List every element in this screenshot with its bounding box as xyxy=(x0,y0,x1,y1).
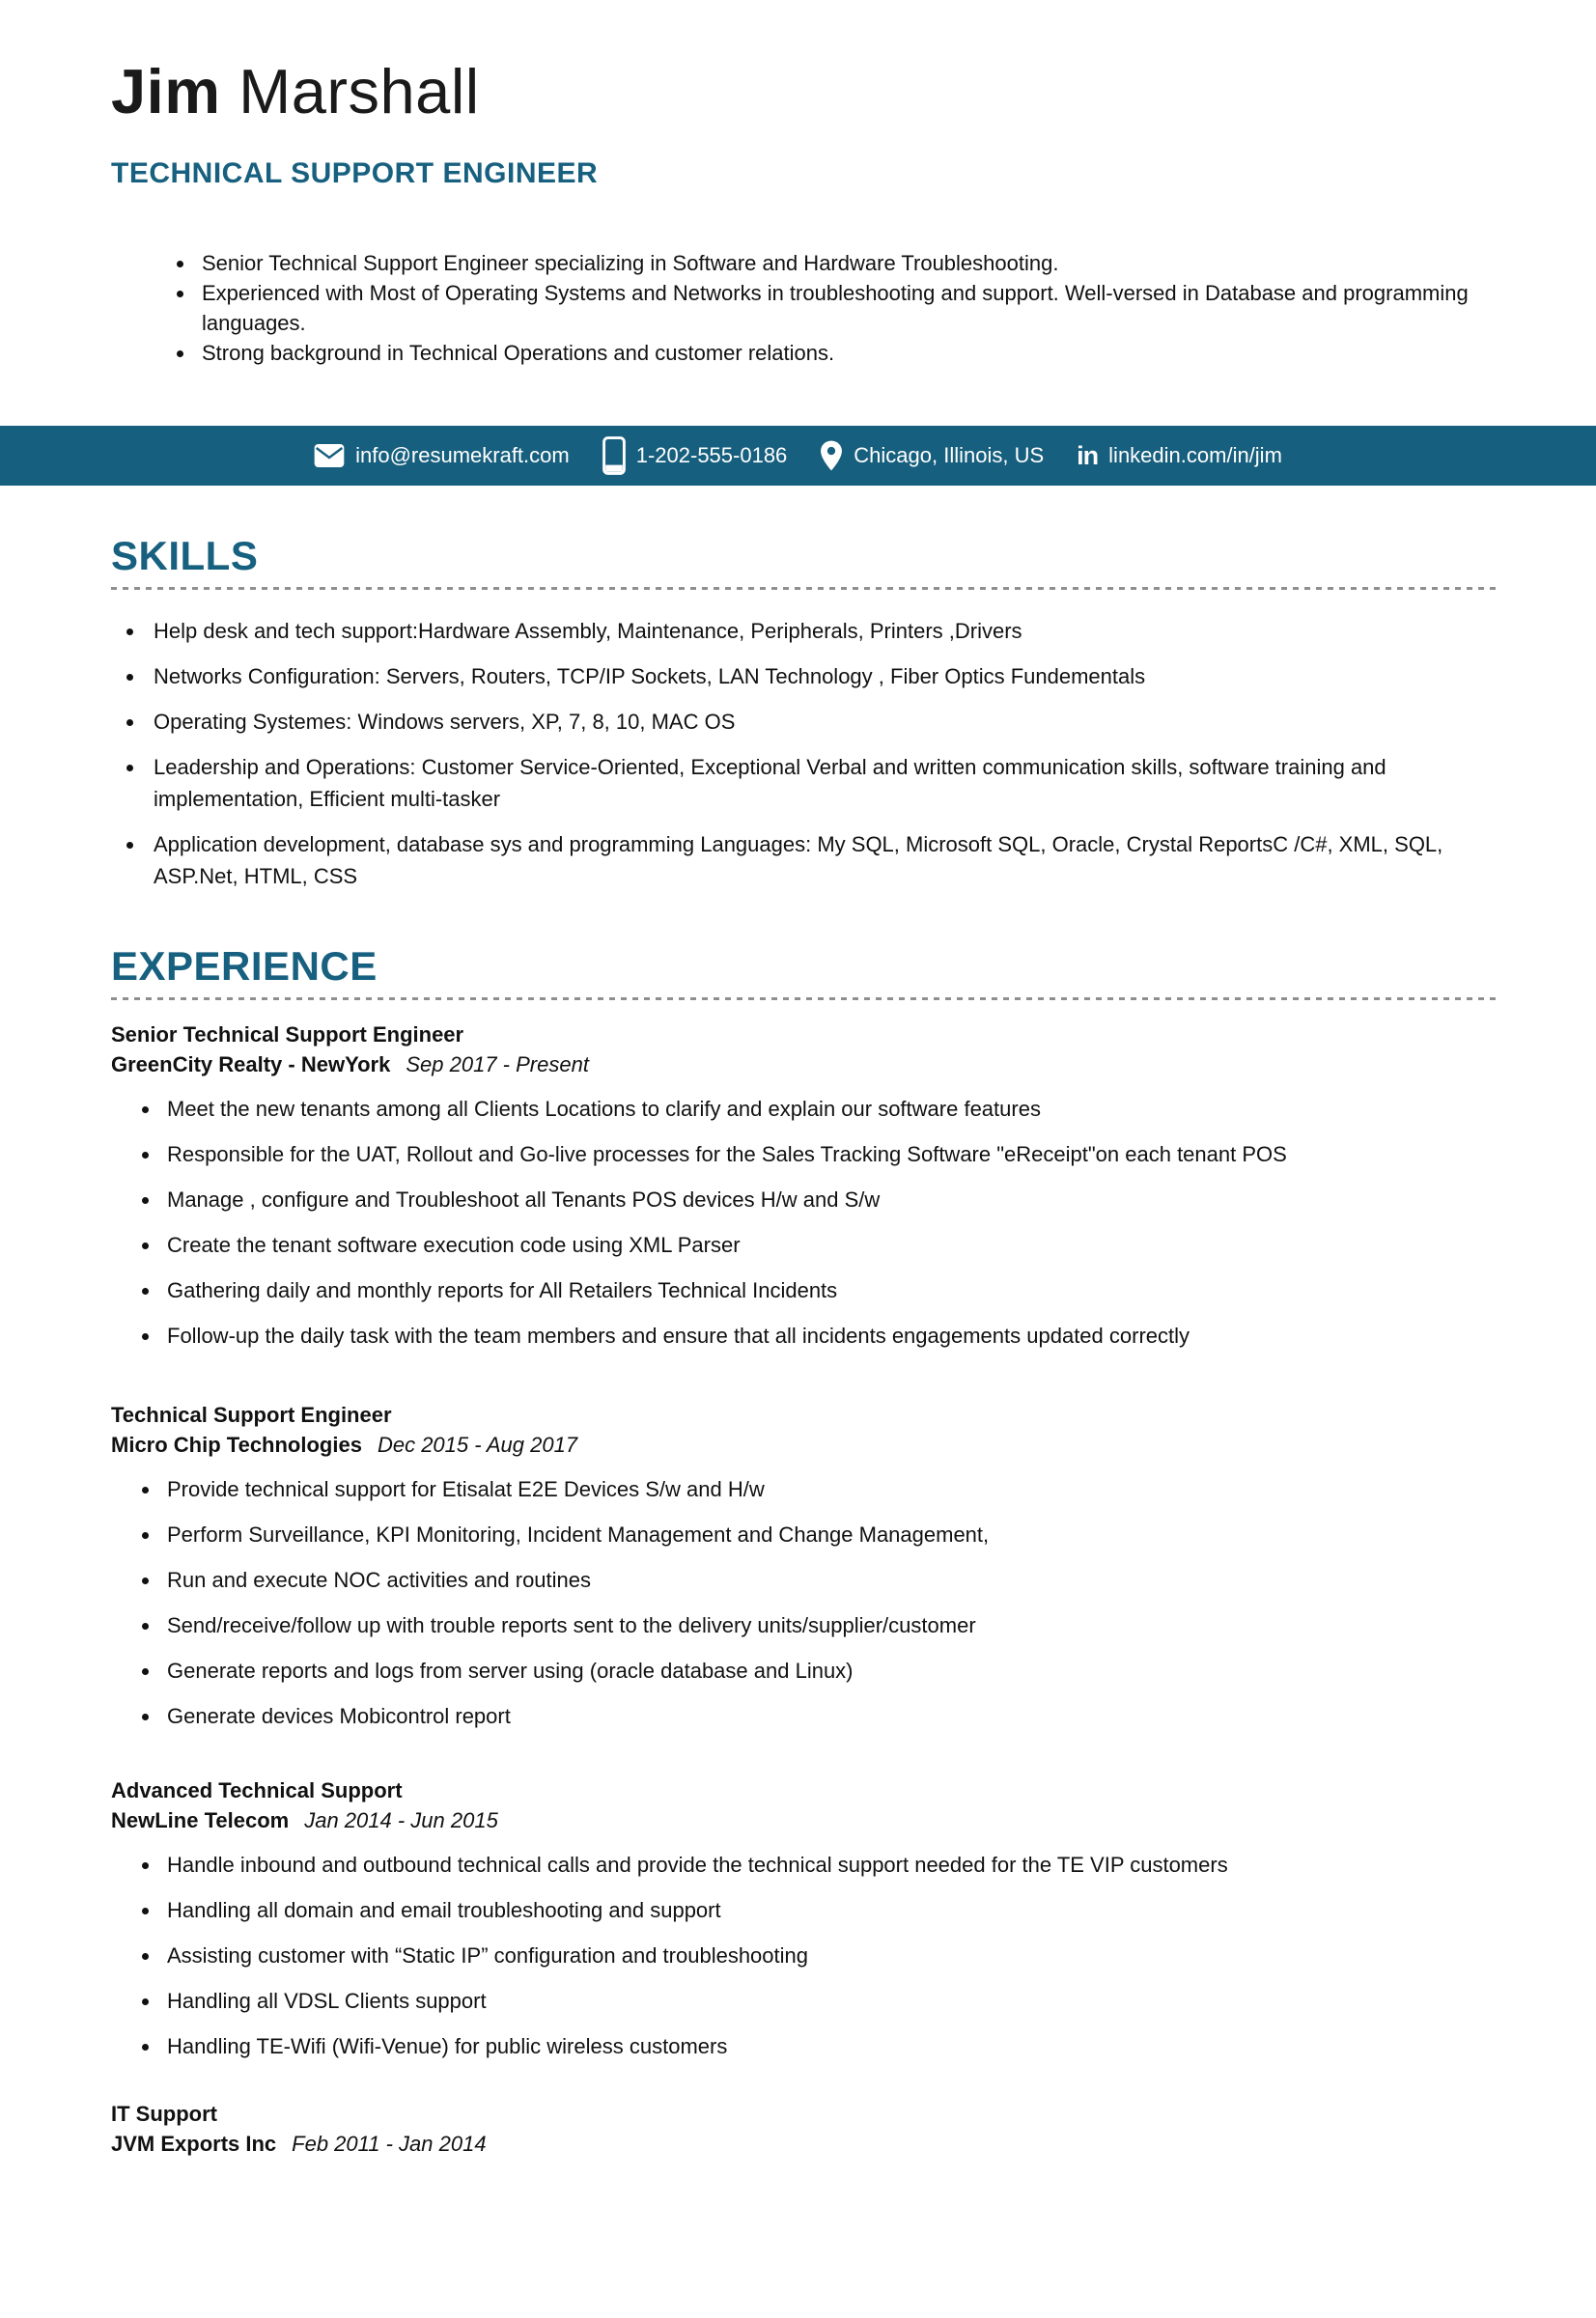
job-title: Advanced Technical Support xyxy=(111,1778,403,1803)
contact-phone-text: 1-202-555-0186 xyxy=(635,443,788,467)
contact-phone xyxy=(602,436,788,475)
job-dates: Feb 2011 - Jan 2014 xyxy=(292,2132,487,2157)
contact-location-text: Chicago, Illinois, US xyxy=(854,443,1045,467)
job-bullet: • Send/receive/follow up with trouble reports sent to the delivery units/supplier/customer xyxy=(161,1609,1499,1641)
mail-icon xyxy=(314,443,345,468)
job-meta xyxy=(111,2129,1499,2159)
resume-header xyxy=(111,56,1499,190)
skill-item: • Networks Configuration: Servers, Routers, TCP/IP Sockets, LAN Technology , Fiber Optics Fundementals xyxy=(146,660,1499,692)
job-bullet-list xyxy=(111,1093,1499,1352)
job-bullet: • Gathering daily and monthly reports for All Retailers Technical Incidents xyxy=(161,1274,1499,1306)
job-bullet: • Follow-up the daily task with the team members and ensure that all incidents engagements updated correctly xyxy=(161,1320,1499,1352)
job-company: Micro Chip Technologies xyxy=(111,1433,362,1458)
job-title: Technical Support Engineer xyxy=(111,1403,392,1428)
experience-heading: EXPERIENCE xyxy=(111,943,378,990)
job-company: GreenCity Realty - NewYork xyxy=(111,1052,391,1077)
job-meta xyxy=(111,1049,1499,1079)
job-dates: Jan 2014 - Jun 2015 xyxy=(304,1808,498,1833)
job-entry xyxy=(111,2099,1499,2159)
skill-item: • Help desk and tech support:Hardware Assembly, Maintenance, Peripherals, Printers ,Drivers xyxy=(146,615,1499,647)
job-company: NewLine Telecom xyxy=(111,1808,290,1833)
candidate-last-name: Marshall xyxy=(238,56,480,126)
section-divider xyxy=(111,587,1499,590)
contact-email-text: info@resumekraft.com xyxy=(355,443,570,467)
job-entry xyxy=(111,1019,1499,1352)
summary-item: • Senior Technical Support Engineer specializing in Software and Hardware Troubleshooting. xyxy=(196,248,1499,278)
job-bullet: • Perform Surveillance, KPI Monitoring, Incident Management and Change Management, xyxy=(161,1519,1499,1550)
job-company: JVM Exports Inc xyxy=(111,2132,277,2157)
contact-email[interactable] xyxy=(314,443,570,468)
map-pin-icon xyxy=(820,440,843,471)
summary-list xyxy=(111,248,1499,368)
job-bullet: • Generate devices Mobicontrol report xyxy=(161,1700,1499,1732)
candidate-name xyxy=(111,56,1499,126)
skill-item: • Operating Systemes: Windows servers, XP, 7, 8, 10, MAC OS xyxy=(146,706,1499,738)
job-bullet: • Create the tenant software execution code using XML Parser xyxy=(161,1229,1499,1261)
experience-section xyxy=(111,944,1499,2159)
job-bullet: • Responsible for the UAT, Rollout and Go-live processes for the Sales Tracking Software "eReceipt"on each tenant POS xyxy=(161,1138,1499,1170)
job-bullet: • Provide technical support for Etisalat E2E Devices S/w and H/w xyxy=(161,1473,1499,1505)
skills-list xyxy=(111,615,1499,892)
job-title: Senior Technical Support Engineer xyxy=(111,1022,464,1047)
resume-page xyxy=(0,56,1596,2318)
summary-item: • Strong background in Technical Operations and customer relations. xyxy=(196,338,1499,368)
job-bullet: • Handling all domain and email troubleshooting and support xyxy=(161,1894,1499,1926)
job-meta xyxy=(111,1805,1499,1835)
job-bullet: • Manage , configure and Troubleshoot all Tenants POS devices H/w and S/w xyxy=(161,1184,1499,1215)
job-bullet-list xyxy=(111,1473,1499,1732)
job-bullet: • Run and execute NOC activities and routines xyxy=(161,1564,1499,1596)
job-dates: Sep 2017 - Present xyxy=(406,1052,589,1077)
skill-item: • Application development, database sys and programming Languages: My SQL, Microsoft SQL, Oracle, Crystal ReportsC /C#, XML, SQL, ASP.Net, HTML, CSS xyxy=(146,828,1499,892)
section-divider xyxy=(111,997,1499,1000)
contact-linkedin-text: linkedin.com/in/jim xyxy=(1108,443,1282,467)
summary-item: • Experienced with Most of Operating Systems and Networks in troubleshooting and support. Well-versed in Database and programming languages. xyxy=(196,278,1499,338)
contact-location xyxy=(820,440,1044,471)
job-bullet: • Assisting customer with “Static IP” configuration and troubleshooting xyxy=(161,1940,1499,1971)
contact-bar xyxy=(0,426,1596,486)
skills-heading: SKILLS xyxy=(111,533,259,578)
candidate-job-title: TECHNICAL SUPPORT ENGINEER xyxy=(111,157,599,189)
job-meta xyxy=(111,1430,1499,1460)
contact-linkedin[interactable] xyxy=(1077,440,1282,470)
job-entry xyxy=(111,1400,1499,1732)
skills-section xyxy=(111,534,1499,892)
candidate-first-name: Jim xyxy=(111,56,221,126)
job-entry xyxy=(111,1775,1499,2062)
mobile-phone-icon xyxy=(602,436,626,475)
job-bullet: • Handle inbound and outbound technical calls and provide the technical support needed for the TE VIP customers xyxy=(161,1849,1499,1881)
job-bullet-list xyxy=(111,1849,1499,2062)
job-bullet: • Generate reports and logs from server using (oracle database and Linux) xyxy=(161,1655,1499,1687)
job-bullet: • Handling TE-Wifi (Wifi-Venue) for public wireless customers xyxy=(161,2030,1499,2062)
skill-item: • Leadership and Operations: Customer Service-Oriented, Exceptional Verbal and written communication skills, software training and implementation, Efficient multi-tasker xyxy=(146,751,1499,815)
job-bullet: • Meet the new tenants among all Clients Locations to clarify and explain our software features xyxy=(161,1093,1499,1125)
job-bullet: • Handling all VDSL Clients support xyxy=(161,1985,1499,2017)
linkedin-icon: in xyxy=(1077,440,1099,470)
job-title: IT Support xyxy=(111,2102,217,2127)
job-dates: Dec 2015 - Aug 2017 xyxy=(377,1433,578,1458)
